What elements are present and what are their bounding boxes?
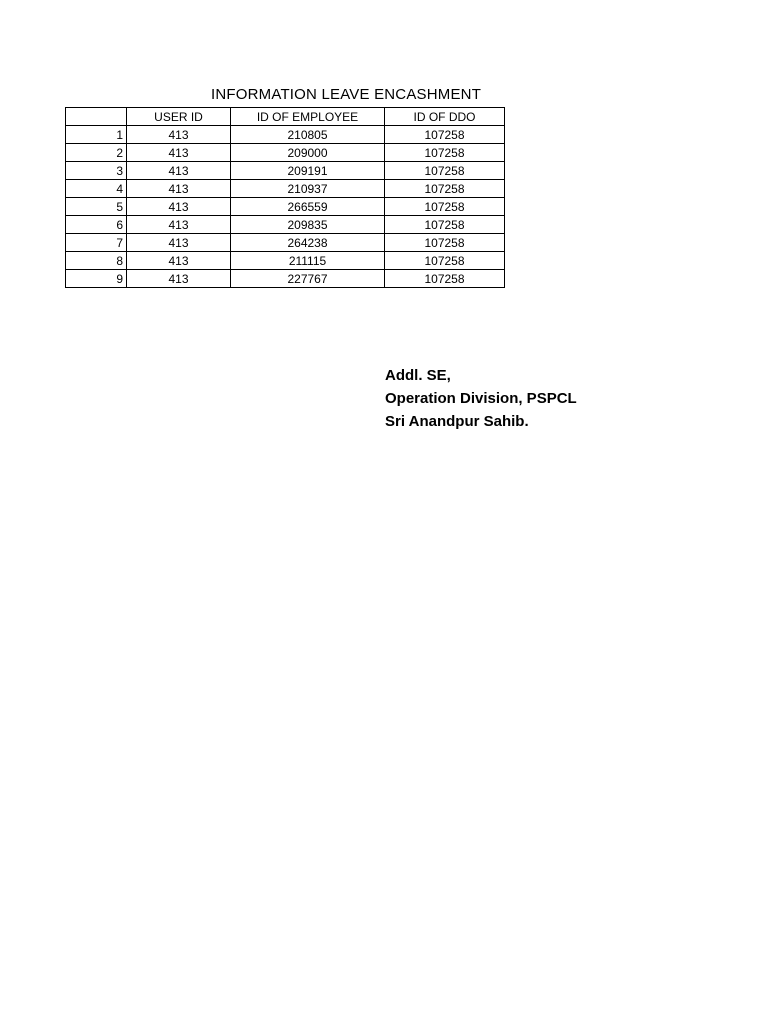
- table-row: [66, 198, 505, 216]
- table-row: [66, 270, 505, 288]
- ddo-id-cell: 107258: [385, 180, 505, 198]
- user-id-cell: 413: [127, 162, 231, 180]
- document-title: INFORMATION LEAVE ENCASHMENT: [211, 86, 482, 103]
- serial-cell: 3: [66, 162, 127, 180]
- table-row: [66, 216, 505, 234]
- serial-cell: 8: [66, 252, 127, 270]
- table-header-row: [66, 108, 505, 126]
- user-id-cell: 413: [127, 126, 231, 144]
- header-user-id: USER ID: [127, 108, 231, 126]
- user-id-cell: 413: [127, 234, 231, 252]
- ddo-id-cell: 107258: [385, 144, 505, 162]
- employee-id-cell: 211115: [231, 252, 385, 270]
- user-id-cell: 413: [127, 252, 231, 270]
- employee-id-cell: 266559: [231, 198, 385, 216]
- signature-location: Sri Anandpur Sahib.: [385, 413, 529, 430]
- employee-id-cell: 210937: [231, 180, 385, 198]
- ddo-id-cell: 107258: [385, 216, 505, 234]
- serial-cell: 6: [66, 216, 127, 234]
- header-serial: [66, 108, 127, 126]
- employee-id-cell: 264238: [231, 234, 385, 252]
- serial-cell: 5: [66, 198, 127, 216]
- user-id-cell: 413: [127, 180, 231, 198]
- signature-division: Operation Division, PSPCL: [385, 390, 577, 407]
- serial-cell: 9: [66, 270, 127, 288]
- employee-id-cell: 209000: [231, 144, 385, 162]
- employee-id-cell: 210805: [231, 126, 385, 144]
- table-row: [66, 162, 505, 180]
- header-ddo-id: ID OF DDO: [385, 108, 505, 126]
- serial-cell: 2: [66, 144, 127, 162]
- header-employee-id: ID OF EMPLOYEE: [231, 108, 385, 126]
- ddo-id-cell: 107258: [385, 198, 505, 216]
- user-id-cell: 413: [127, 270, 231, 288]
- table-row: [66, 144, 505, 162]
- ddo-id-cell: 107258: [385, 162, 505, 180]
- ddo-id-cell: 107258: [385, 234, 505, 252]
- ddo-id-cell: 107258: [385, 270, 505, 288]
- table-row: [66, 252, 505, 270]
- leave-encashment-table: [65, 107, 505, 288]
- serial-cell: 4: [66, 180, 127, 198]
- table-row: [66, 126, 505, 144]
- signature-block: [385, 364, 577, 433]
- user-id-cell: 413: [127, 198, 231, 216]
- user-id-cell: 413: [127, 216, 231, 234]
- employee-id-cell: 209191: [231, 162, 385, 180]
- employee-id-cell: 209835: [231, 216, 385, 234]
- serial-cell: 1: [66, 126, 127, 144]
- employee-id-cell: 227767: [231, 270, 385, 288]
- table-row: [66, 234, 505, 252]
- table-row: [66, 180, 505, 198]
- ddo-id-cell: 107258: [385, 126, 505, 144]
- signature-designation: Addl. SE,: [385, 367, 451, 384]
- serial-cell: 7: [66, 234, 127, 252]
- user-id-cell: 413: [127, 144, 231, 162]
- ddo-id-cell: 107258: [385, 252, 505, 270]
